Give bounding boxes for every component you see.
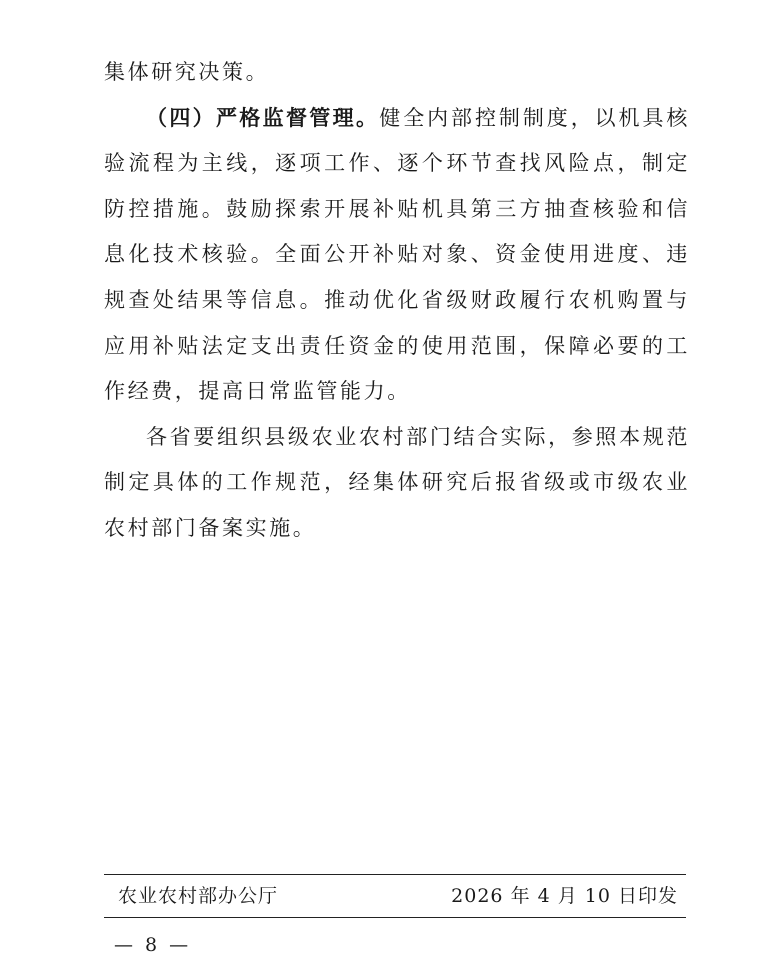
paragraph-continuation bbox=[104, 50, 690, 96]
paragraph-implementation bbox=[104, 415, 690, 552]
paragraph-text: 健全内部控制制度，以机具核验流程为主线，逐项工作、逐个环节查找风险点，制定防控措施。鼓励探索开展补贴机具第三方抽查核验和信息化技术核验。全面公开补贴对象、资金使用进度、违规查处结果等信息。推动优化省级财政履行农机购置与应用补贴法定支出责任资金的使用范围，保障必要的工作经费，提高日常监管能力。 bbox=[104, 105, 691, 404]
imprint-line bbox=[118, 878, 678, 914]
imprint-top-rule bbox=[104, 874, 686, 875]
section-heading: （四）严格监督管理。 bbox=[146, 105, 380, 130]
imprint-bottom-rule bbox=[104, 917, 686, 918]
paragraph-text: 集体研究决策。 bbox=[104, 60, 270, 84]
issuer-name: 农业农村部办公厅 bbox=[118, 885, 279, 907]
document-body bbox=[104, 50, 690, 552]
page-number: — 8 — bbox=[114, 934, 192, 956]
paragraph-supervision bbox=[104, 96, 690, 415]
paragraph-text: 各省要组织县级农业农村部门结合实际，参照本规范制定具体的工作规范，经集体研究后报省级或市级农业农村部门备案实施。 bbox=[104, 424, 690, 540]
print-date: 2026 年 4 月 10 日印发 bbox=[451, 885, 678, 907]
